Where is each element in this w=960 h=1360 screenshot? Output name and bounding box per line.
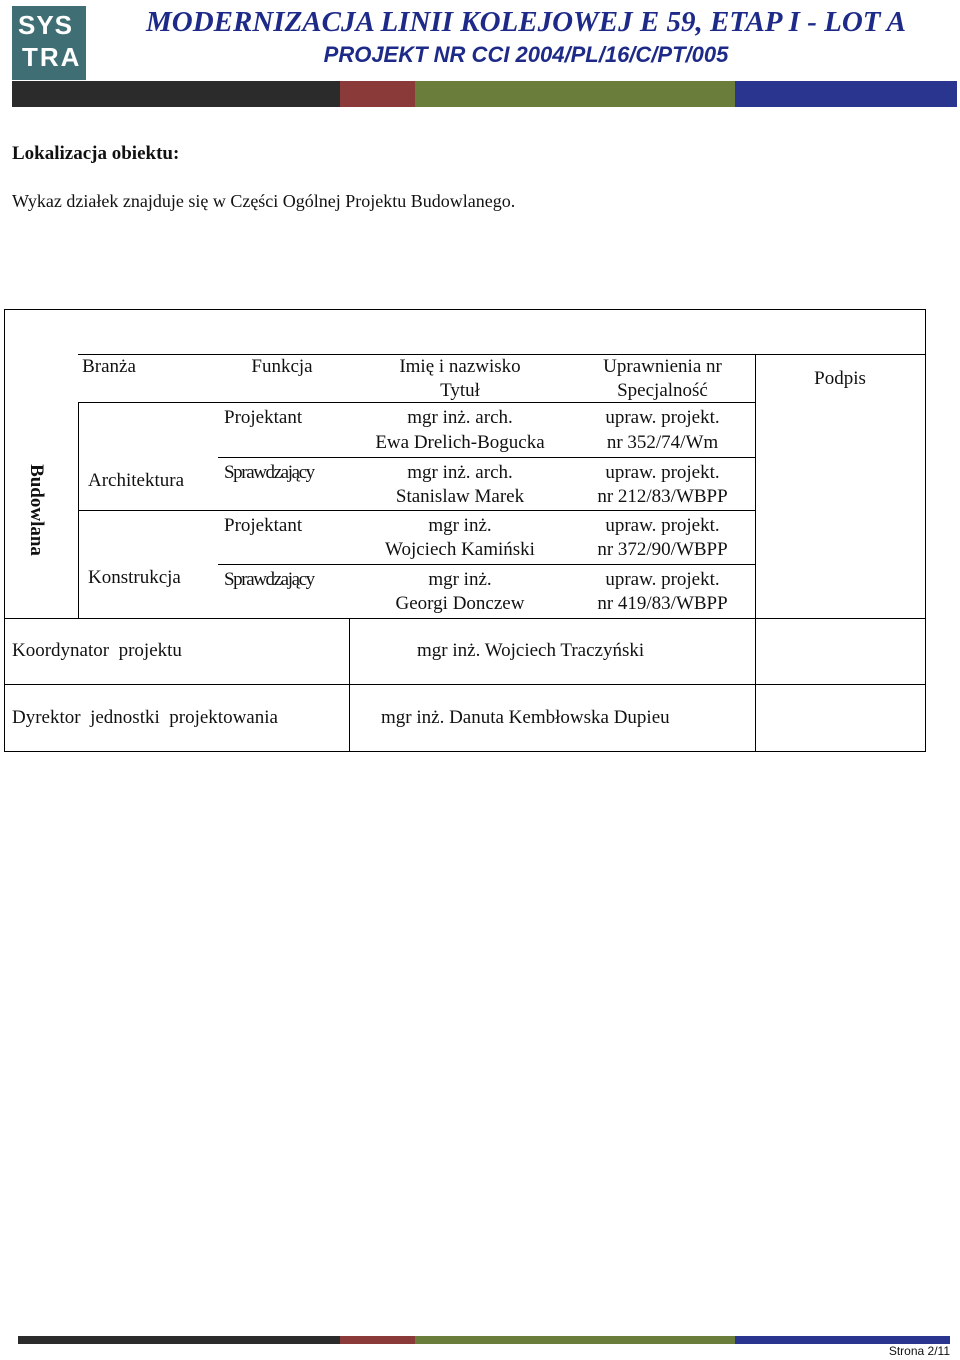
table-border-left: [4, 309, 5, 752]
branza-konstrukcja: Konstrukcja: [88, 567, 181, 588]
header-funkcja: Funkcja: [251, 356, 313, 377]
location-text: Wykaz działek znajduje się w Części Ogólnej Projektu Budowlanego.: [12, 191, 516, 211]
footer-band-dark: [18, 1336, 340, 1344]
upr2-row-2: nr 372/90/WBPP: [597, 539, 728, 560]
name-row-3: Georgi Donczew: [395, 593, 525, 614]
upr1-row-0: upraw. projekt.: [605, 407, 720, 428]
header-uprawnienia-line1: Uprawnienia nr: [603, 356, 722, 377]
table-line-v78: [78, 402, 79, 618]
header-band-blue: [735, 81, 957, 107]
name-row-0: Ewa Drelich-Bogucka: [375, 432, 545, 453]
table-line-v755: [755, 354, 756, 752]
title-row-3: mgr inż.: [428, 569, 492, 590]
table-line-h564: [218, 564, 756, 565]
funkcja-row-1: Sprawdzający: [224, 462, 314, 483]
title-row-1: mgr inż. arch.: [407, 462, 513, 483]
logo-text-line2: TRA: [22, 42, 82, 72]
upr1-row-3: upraw. projekt.: [605, 569, 720, 590]
coordinator-label: Koordynator projektu: [12, 640, 182, 661]
funkcja-row-0: Projektant: [224, 407, 303, 428]
funkcja-row-2: Projektant: [224, 515, 303, 536]
upr2-row-0: nr 352/74/Wm: [606, 432, 719, 453]
coordinator-name: mgr inż. Wojciech Traczyński: [417, 640, 645, 661]
table-border-bottom: [4, 751, 926, 752]
header-band-green: [415, 81, 735, 107]
header-name-line1: Imię i nazwisko: [399, 356, 521, 377]
table-border-right: [925, 309, 926, 752]
director-label: Dyrektor jednostki projektowania: [12, 707, 278, 728]
upr1-row-1: upraw. projekt.: [605, 462, 720, 483]
logo-text-line1: SYS: [18, 10, 74, 40]
header-branza: Branża: [82, 356, 136, 377]
table-line-h510: [78, 510, 756, 511]
stage-label-vertical: [16, 450, 56, 570]
name-row-1: Stanislaw Marek: [395, 486, 525, 507]
footer-band-red: [340, 1336, 415, 1344]
header-uprawnienia-line2: Specjalność: [617, 380, 708, 401]
table-line-h618: [4, 618, 926, 619]
funkcja-row-3: Sprawdzający: [224, 569, 314, 590]
footer-band-blue: [735, 1336, 950, 1344]
header-band-dark: [12, 81, 340, 107]
upr2-row-1: nr 212/83/WBPP: [597, 486, 728, 507]
systra-logo: [12, 6, 86, 80]
director-name: mgr inż. Danuta Kembłowska Dupieu: [381, 707, 670, 728]
table-line-h457: [218, 457, 756, 458]
branza-architektura: Architektura: [88, 470, 185, 491]
title-row-2: mgr inż.: [428, 515, 492, 536]
project-number: PROJEKT NR CCI 2004/PL/16/C/PT/005: [323, 42, 729, 67]
table-border-top: [4, 309, 926, 310]
document-title: MODERNIZACJA LINII KOLEJOWEJ E 59, ETAP I - LOT A: [145, 6, 907, 38]
page-number: Strona 2/11: [888, 1344, 950, 1358]
header-band-red: [340, 81, 415, 107]
header-podpis: Podpis: [814, 368, 866, 389]
upr1-row-2: upraw. projekt.: [605, 515, 720, 536]
header-name-line2: Tytuł: [440, 380, 480, 401]
footer-band-green: [415, 1336, 735, 1344]
table-line-v349: [349, 618, 350, 752]
location-label: Lokalizacja obiektu:: [12, 143, 180, 164]
title-row-0: mgr inż. arch.: [407, 407, 513, 428]
stage-label: Budowlana: [26, 464, 47, 556]
upr2-row-3: nr 419/83/WBPP: [597, 593, 728, 614]
name-row-2: Wojciech Kamiński: [385, 539, 535, 560]
table-line-h684: [4, 684, 926, 685]
